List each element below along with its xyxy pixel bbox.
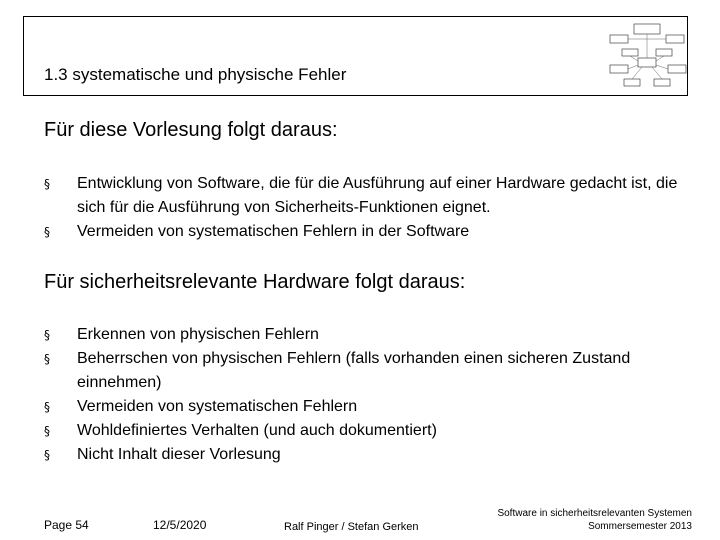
footer-authors: Ralf Pinger / Stefan Gerken [284,521,419,533]
process-diagram-thumbnail [586,23,708,91]
footer-date: 12/5/2020 [153,518,207,532]
slide-header [23,16,688,96]
slide-title: 1.3 systematische und physische Fehler [44,65,347,84]
bullet-icon: § [44,177,50,191]
list-item-text: Vermeiden von systematischen Fehlern [77,398,358,415]
bullet-icon: § [44,448,50,462]
footer-semester: Sommersemester 2013 [588,521,692,532]
bullet-icon: § [44,352,50,366]
section-heading-lecture: Für diese Vorlesung folgt daraus: [44,119,338,141]
list-item-text: Entwicklung von Software, die für die Ausführung auf einer Hardware gedacht ist, die sich für die Ausführung von Sicherheits-Funktionen eignet. [77,175,678,216]
list-item [44,395,694,419]
list-item [44,220,694,244]
list-item [44,172,694,220]
footer-course-info [497,507,692,533]
list-item-text: Nicht Inhalt dieser Vorlesung [77,446,281,463]
footer-page-number: Page 54 [44,518,89,532]
list-item-text: Beherrschen von physischen Fehlern (falls vorhanden einen sicheren Zustand einnehmen) [77,350,631,391]
bullet-icon: § [44,424,50,438]
section-heading-hardware: Für sicherheitsrelevante Hardware folgt daraus: [44,271,466,293]
list-item [44,347,694,395]
list-item [44,323,694,347]
footer-course-title: Software in sicherheitsrelevanten Systemen [497,508,692,519]
hardware-bullet-list [44,323,694,467]
bullet-icon: § [44,328,50,342]
bullet-icon: § [44,400,50,414]
list-item [44,443,694,467]
lecture-bullet-list [44,172,694,244]
list-item-text: Wohldefiniertes Verhalten (und auch dokumentiert) [77,422,437,439]
list-item [44,419,694,443]
list-item-text: Erkennen von physischen Fehlern [77,326,319,343]
list-item-text: Vermeiden von systematischen Fehlern in der Software [77,223,470,240]
bullet-icon: § [44,225,50,239]
